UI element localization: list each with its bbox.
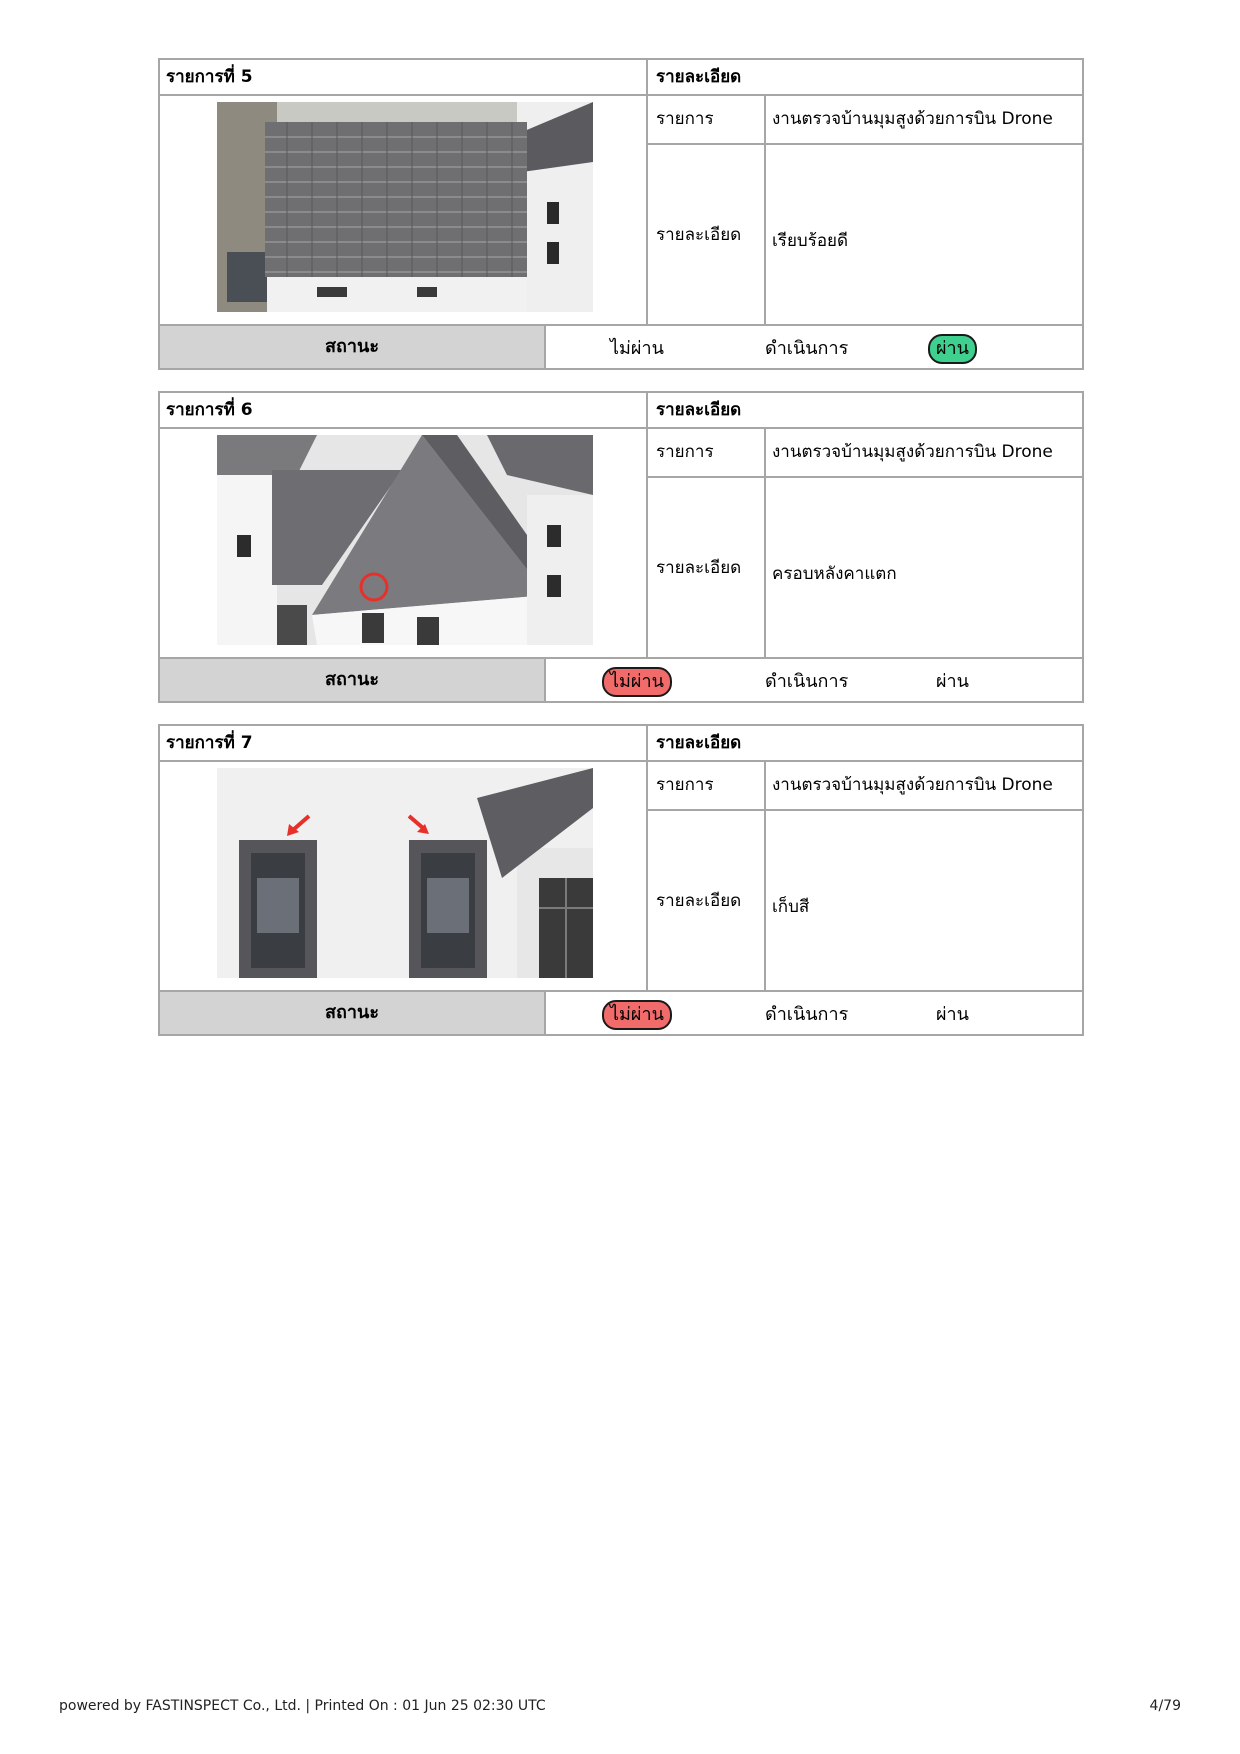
roof-photo-icon[interactable] [217,102,593,312]
item-value: งานตรวจบ้านมุมสูงด้วยการบิน Drone [766,429,1082,478]
item-body [160,762,1082,992]
status-option-fail[interactable]: ไม่ผ่าน [602,667,672,697]
footer-printed-info: powered by FASTINSPECT Co., Ltd. | Printed On : 01 Jun 25 02:30 UTC [59,1698,546,1714]
detail-value: เก็บสี [772,897,810,917]
status-option-pass[interactable]: ผ่าน [936,671,969,692]
status-option-in-progress[interactable]: ดำเนินการ [765,338,849,359]
item-title: รายการที่ 7 [160,726,648,760]
photo-cell [160,429,648,657]
item-value: งานตรวจบ้านมุมสูงด้วยการบิน Drone [766,96,1082,145]
detail-label: รายละเอียด [648,145,766,324]
item-header [160,60,1082,96]
detail-header: รายละเอียด [656,733,742,753]
status-row [160,326,1082,368]
detail-label: รายละเอียด [648,478,766,657]
status-label: สถานะ [160,326,546,368]
detail-panel [648,96,1082,324]
inspection-item-6 [158,391,1084,703]
status-label: สถานะ [160,659,546,701]
status-label: สถานะ [160,992,546,1034]
item-header [160,726,1082,762]
page-number: 4/79 [1149,1698,1181,1714]
status-row [160,992,1082,1034]
detail-panel [648,429,1082,657]
detail-panel [648,762,1082,990]
item-body [160,429,1082,659]
item-header [160,393,1082,429]
roof-ridge-photo-icon[interactable] [217,435,593,645]
item-label: รายการ [648,429,766,478]
photo-cell [160,762,648,990]
window-frames-photo-icon[interactable] [217,768,593,978]
status-option-pass[interactable]: ผ่าน [928,334,977,364]
item-body [160,96,1082,326]
detail-label: รายละเอียด [648,811,766,990]
item-label: รายการ [648,762,766,811]
detail-header: รายละเอียด [656,400,742,420]
item-value: งานตรวจบ้านมุมสูงด้วยการบิน Drone [766,762,1082,811]
status-option-in-progress[interactable]: ดำเนินการ [765,1004,849,1025]
status-option-fail[interactable]: ไม่ผ่าน [610,338,664,359]
item-title: รายการที่ 6 [160,393,648,427]
status-option-in-progress[interactable]: ดำเนินการ [765,671,849,692]
detail-value: เรียบร้อยดี [772,231,849,251]
status-option-pass[interactable]: ผ่าน [936,1004,969,1025]
status-row [160,659,1082,701]
status-option-fail[interactable]: ไม่ผ่าน [602,1000,672,1030]
inspection-item-7 [158,724,1084,1036]
photo-cell [160,96,648,324]
item-label: รายการ [648,96,766,145]
detail-header: รายละเอียด [656,67,742,87]
inspection-item-5 [158,58,1084,370]
detail-value: ครอบหลังคาแตก [772,564,897,584]
item-title: รายการที่ 5 [160,60,648,94]
